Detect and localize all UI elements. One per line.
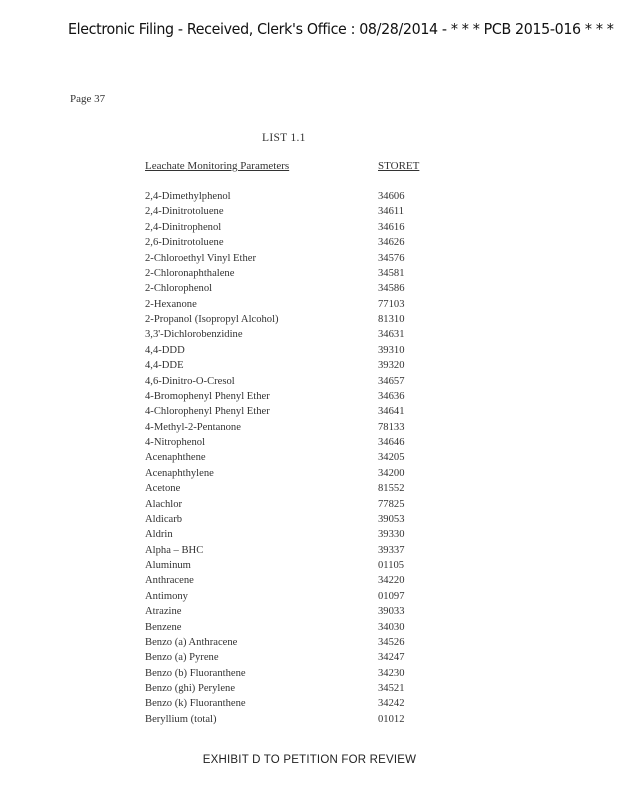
table-row xyxy=(145,497,445,512)
storet-code: 01012 xyxy=(378,713,405,725)
storet-code: 77103 xyxy=(378,298,405,310)
table-row xyxy=(145,358,445,373)
table-row xyxy=(145,450,445,465)
storet-code: 34611 xyxy=(378,206,405,218)
storet-code: 34521 xyxy=(378,683,405,694)
table-row xyxy=(145,573,445,588)
storet-column-header: STORET xyxy=(378,160,420,172)
exhibit-footer: EXHIBIT D TO PETITION FOR REVIEW xyxy=(202,754,417,766)
table-row xyxy=(145,696,445,711)
parameter-name: Aldrin xyxy=(145,529,173,541)
parameter-name: 4,4-DDD xyxy=(145,344,185,356)
table-row xyxy=(145,189,445,204)
storet-code: 34657 xyxy=(378,375,405,387)
storet-code: 81310 xyxy=(378,314,405,325)
table-row xyxy=(145,343,445,358)
parameter-name: Alachlor xyxy=(145,498,183,510)
parameter-name: Antimony xyxy=(145,590,188,602)
parameter-name: 2,4-Dinitrophenol xyxy=(145,221,222,233)
parameter-name: 4-Nitrophenol xyxy=(145,437,206,448)
table-row xyxy=(145,558,445,573)
storet-code: 34616 xyxy=(378,221,405,233)
storet-code: 39320 xyxy=(378,360,405,372)
page-number: Page 37 xyxy=(70,93,106,105)
parameter-name: Benzo (b) Fluoranthene xyxy=(145,667,246,679)
storet-code: 34205 xyxy=(378,452,405,464)
storet-code: 34636 xyxy=(378,390,405,402)
storet-code: 34242 xyxy=(378,698,405,710)
storet-code: 01105 xyxy=(378,560,405,571)
table-row xyxy=(145,374,445,389)
storet-code: 34586 xyxy=(378,283,405,295)
storet-code: 34646 xyxy=(378,437,405,448)
table-row xyxy=(145,466,445,481)
parameter-name: Benzo (ghi) Perylene xyxy=(145,683,236,694)
parameter-name: Acenaphthylene xyxy=(145,467,214,479)
table-row xyxy=(145,620,445,635)
table-row xyxy=(145,420,445,435)
table-row xyxy=(145,435,445,450)
parameter-name: 2-Chloronaphthalene xyxy=(145,267,235,279)
table-row xyxy=(145,312,445,327)
parameter-name: 2-Chloroethyl Vinyl Ether xyxy=(145,252,256,264)
parameter-name: Aluminum xyxy=(145,560,191,571)
table-row xyxy=(145,297,445,312)
table-row xyxy=(145,543,445,558)
table-row xyxy=(145,681,445,696)
storet-code: 39310 xyxy=(378,344,405,356)
table-row xyxy=(145,389,445,404)
storet-code: 81552 xyxy=(378,483,405,495)
parameter-column-header: Leachate Monitoring Parameters xyxy=(145,160,290,172)
storet-code: 34576 xyxy=(378,252,405,264)
parameter-name: Atrazine xyxy=(145,606,182,618)
storet-code: 34230 xyxy=(378,667,405,679)
storet-code: 39033 xyxy=(378,606,405,618)
parameter-name: Aldicarb xyxy=(145,513,183,525)
parameter-name: Benzo (a) Pyrene xyxy=(145,652,219,664)
parameter-name: 2,6-Dinitrotoluene xyxy=(145,237,224,249)
parameter-name: 3,3'-Dichlorobenzidine xyxy=(145,329,243,341)
table-row xyxy=(145,266,445,281)
table-row xyxy=(145,604,445,619)
table-row xyxy=(145,666,445,681)
parameter-name: 4-Bromophenyl Phenyl Ether xyxy=(145,390,270,402)
table-row xyxy=(145,635,445,650)
storet-code: 34526 xyxy=(378,636,405,648)
parameter-name: 2,4-Dimethylphenol xyxy=(145,191,231,202)
parameter-name: Alpha – BHC xyxy=(145,544,204,556)
storet-code: 34631 xyxy=(378,329,405,341)
parameter-name: 2-Propanol (Isopropyl Alcohol) xyxy=(145,314,279,325)
parameter-name: Acetone xyxy=(145,483,181,495)
storet-code: 77825 xyxy=(378,498,405,510)
storet-code: 34200 xyxy=(378,467,405,479)
storet-code: 34030 xyxy=(378,621,405,633)
table-row xyxy=(145,589,445,604)
parameter-name: Acenaphthene xyxy=(145,452,206,464)
parameter-name: Anthracene xyxy=(145,575,194,587)
storet-code: 39330 xyxy=(378,529,405,541)
storet-code: 34220 xyxy=(378,575,405,587)
storet-code: 01097 xyxy=(378,590,405,602)
table-row xyxy=(145,404,445,419)
parameter-name: Benzo (k) Fluoranthene xyxy=(145,698,246,710)
table-row xyxy=(145,650,445,665)
filing-header: Electronic Filing - Received, Clerk's Office : 08/28/2014 - * * * PCB 2015-016 * * * xyxy=(68,20,614,38)
table-row xyxy=(145,281,445,296)
parameter-name: 4-Methyl-2-Pentanone xyxy=(145,421,241,433)
table-row xyxy=(145,235,445,250)
storet-code: 34247 xyxy=(378,652,405,664)
parameter-name: 2-Hexanone xyxy=(145,298,197,310)
table-row xyxy=(145,527,445,542)
table-row xyxy=(145,512,445,527)
table-row xyxy=(145,712,445,727)
parameter-list xyxy=(145,189,445,727)
parameter-name: 4,4-DDE xyxy=(145,360,184,372)
storet-code: 34581 xyxy=(378,267,405,279)
storet-code: 34626 xyxy=(378,237,405,249)
table-row xyxy=(145,251,445,266)
parameter-name: 2-Chlorophenol xyxy=(145,283,213,295)
table-row xyxy=(145,481,445,496)
table-row xyxy=(145,204,445,219)
list-title: LIST 1.1 xyxy=(262,132,306,144)
table-row xyxy=(145,220,445,235)
parameter-name: 4,6-Dinitro-O-Cresol xyxy=(145,375,235,387)
parameter-name: 4-Chlorophenyl Phenyl Ether xyxy=(145,406,270,418)
storet-code: 39337 xyxy=(378,544,405,556)
table-row xyxy=(145,327,445,342)
parameter-name: Benzene xyxy=(145,621,182,633)
storet-code: 34641 xyxy=(378,406,405,418)
parameter-name: Benzo (a) Anthracene xyxy=(145,636,238,648)
parameter-name: 2,4-Dinitrotoluene xyxy=(145,206,224,218)
storet-code: 34606 xyxy=(378,191,405,202)
storet-code: 78133 xyxy=(378,421,405,433)
storet-code: 39053 xyxy=(378,513,405,525)
parameter-name: Beryllium (total) xyxy=(145,713,217,725)
